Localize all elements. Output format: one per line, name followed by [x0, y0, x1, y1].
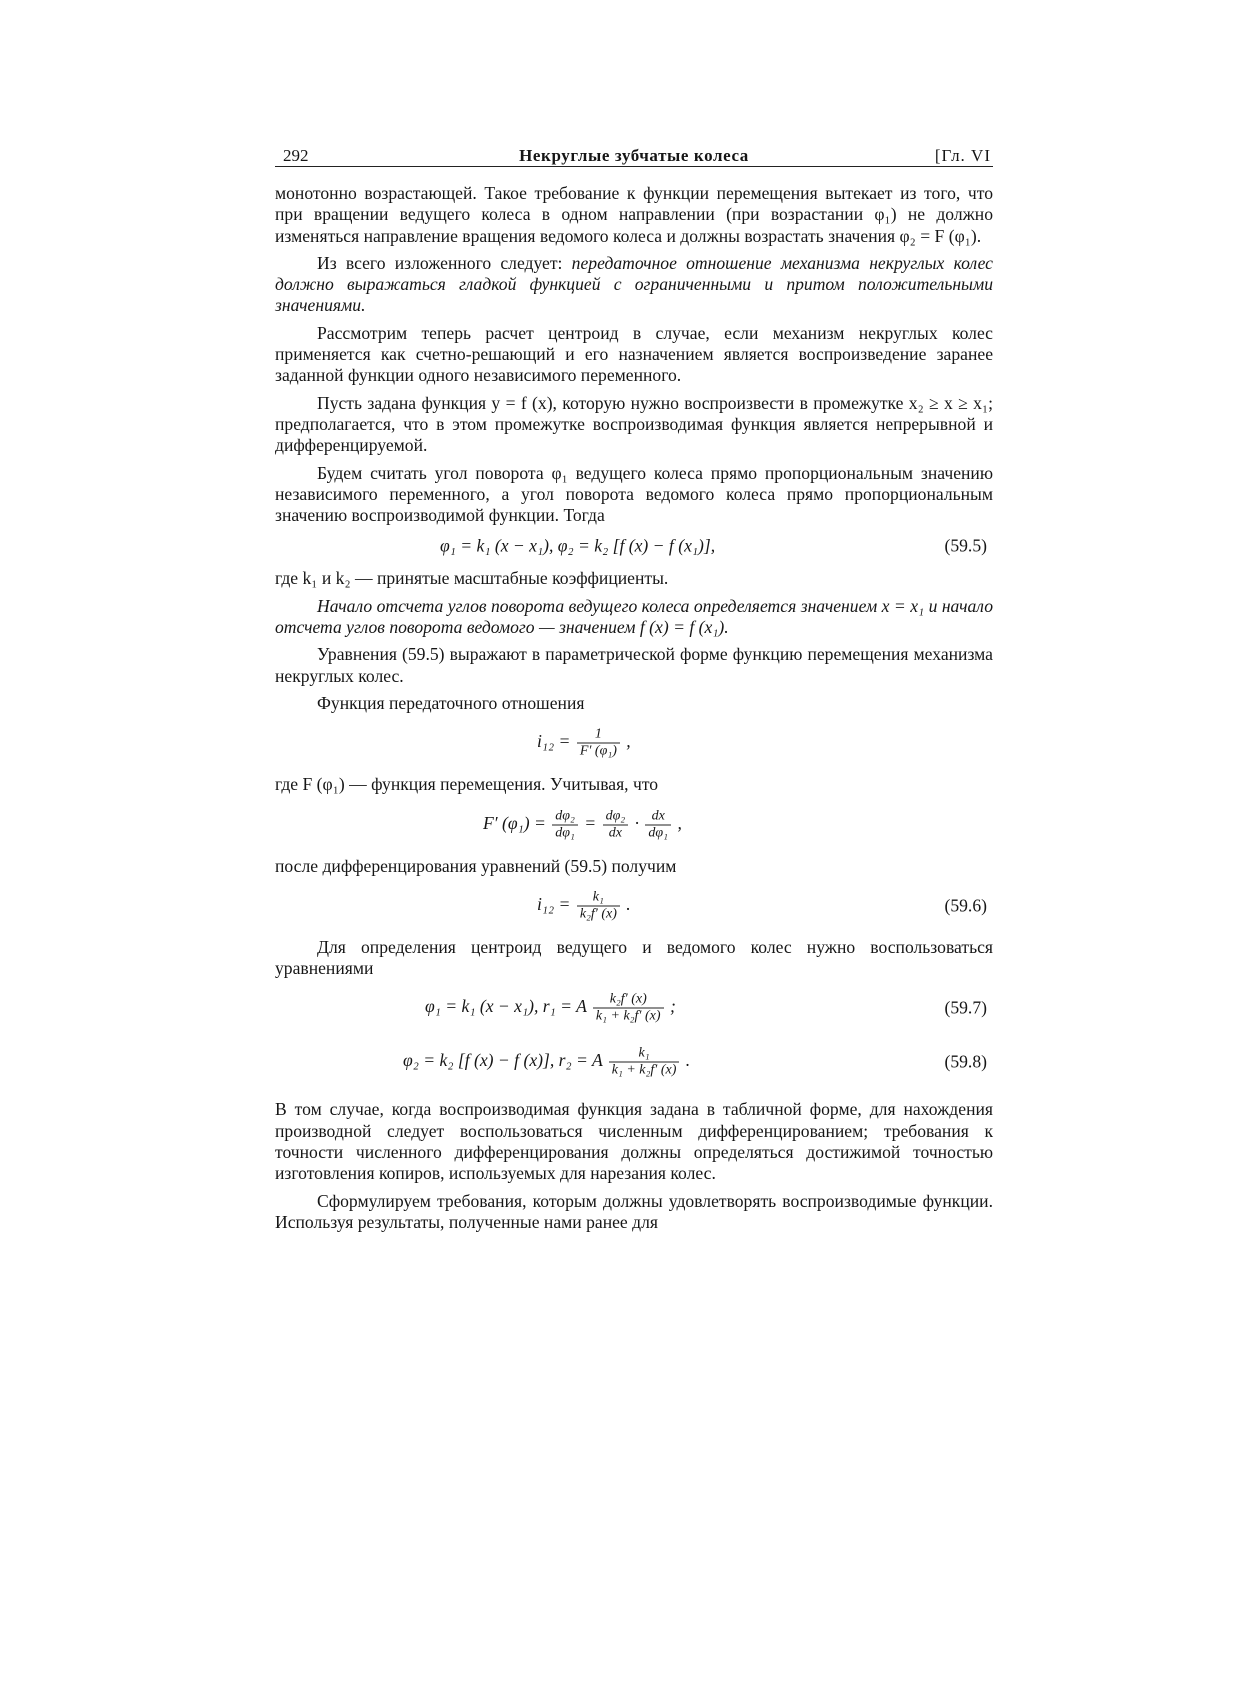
fraction: [609, 1046, 680, 1079]
denominator: k₂f′ (x): [579, 906, 617, 922]
equation-body: [425, 992, 676, 1025]
denominator: dφ₁: [555, 825, 575, 841]
paragraph: Функция передаточного отношения: [317, 692, 585, 713]
equation-number: (59.6): [944, 895, 987, 916]
fraction: [577, 727, 620, 760]
denominator: k₁ + k₂f′ (x): [595, 1008, 661, 1024]
equation-i12: [275, 720, 993, 766]
equation-tail: .: [685, 1050, 691, 1071]
equation-number: (59.5): [944, 535, 987, 556]
italic-statement: передаточное отношение механизма некруглых колес должно выражаться гладкой функцией с ограниченными и притом положительными значениями.: [275, 252, 993, 316]
paragraph: Пусть задана функция y = f (x), которую нужно воспроизвести в промежутке x₂ ≥ x ≥ x₁; предполагается, что в этом промежутке воспроизводимая функция является непрерывной и дифференцируемой.: [275, 392, 993, 456]
fraction: [552, 808, 578, 841]
chapter-label: [Гл. VI: [934, 146, 991, 165]
running-title: Некруглые зубчатые колеса: [519, 146, 749, 165]
denominator: dφ₁: [648, 825, 669, 841]
equation-body: [403, 1046, 690, 1079]
equation-left: i₁₂ =: [537, 731, 571, 752]
running-header: [275, 140, 993, 167]
equation-derivative: [275, 802, 993, 848]
paragraph: Начало отсчета углов поворота ведущего колеса определяется значением x = x₁ и начало отсчета углов поворота ведомого — значением f (x) = f (x₁).: [275, 595, 993, 638]
numerator: k₁: [577, 889, 620, 906]
equation-59-7: [275, 985, 993, 1031]
fraction: [603, 808, 629, 841]
denominator: k₁ + k₂f′ (x): [611, 1062, 677, 1078]
page-body: [275, 183, 993, 1233]
paragraph: Уравнения (59.5) выражают в параметрической форме функцию перемещения механизма некруглых колес.: [275, 644, 993, 686]
paragraph: после дифференцирования уравнений (59.5) получим: [275, 855, 677, 876]
numerator: dx: [645, 808, 671, 825]
numerator: k₂f′ (x): [593, 992, 664, 1009]
paragraph-conclusion: [275, 253, 993, 317]
equation-tail: ,: [677, 812, 682, 833]
equation-body: [537, 727, 631, 760]
paragraph: Рассмотрим теперь расчет центроид в случае, если механизм некруглых колес применяется как счетно-решающий и его назначением является воспроизведение заранее заданной функции одного независимого переменного.: [275, 322, 993, 386]
equals-sign: =: [584, 812, 597, 833]
paragraph: Сформулируем требования, которым должны удовлетворять воспроизводимые функции. Используя результаты, полученные нами ранее для: [275, 1190, 993, 1232]
equation-left: φ₂ = k₂ [f (x) − f (x)], r₂ = A: [403, 1050, 603, 1071]
numerator: 1: [577, 727, 620, 744]
paragraph: где F (φ₁) — функция перемещения. Учитывая, что: [275, 774, 659, 795]
paragraph: где k₁ и k₂ — принятые масштабные коэффициенты.: [275, 568, 669, 589]
book-page: [275, 140, 993, 1239]
paragraph: В том случае, когда воспроизводимая функция задана в табличной форме, для нахождения производной следует воспользоваться численным дифференцированием; требования к точности численного дифференцирования должны определяться достижимой точностью изготовления копиров, используемых для нарезания колес.: [275, 1099, 993, 1184]
equation-number: (59.7): [944, 997, 987, 1018]
paragraph: Будем считать угол поворота φ₁ ведущего колеса прямо пропорциональным значению независимого переменного, а угол поворота ведомого колеса прямо пропорциональным значению воспроизводимой функции. Тогда: [275, 462, 993, 526]
denominator: dx: [608, 825, 622, 841]
equation-tail: ;: [669, 996, 676, 1017]
equation-left: i₁₂ =: [537, 893, 571, 914]
paragraph: Для определения центроид ведущего и ведомого колес нужно воспользоваться уравнениями: [275, 936, 993, 979]
equation-59-5: [275, 532, 993, 560]
dot-operator: ·: [634, 812, 639, 833]
equation-body: φ₁ = k₁ (x − x₁), φ₂ = k₂ [f (x) − f (x₁)],: [440, 535, 716, 556]
paragraph: монотонно возрастающей. Такое требование к функции перемещения вытекает из того, что при вращении ведущего колеса в одном направлении (при возрастании φ₁) не должно изменяться направление вращения ведомого колеса и должны возрастать значения φ₂ = F (φ₁).: [275, 183, 993, 246]
equation-body: [537, 889, 631, 922]
paragraph-lead: Из всего изложенного следует:: [317, 252, 572, 273]
equation-tail: ,: [626, 731, 631, 752]
equation-body: [483, 808, 682, 841]
fraction: [645, 808, 671, 841]
denominator: F′ (φ₁): [579, 743, 617, 759]
equation-number: (59.8): [944, 1051, 987, 1072]
fraction: [577, 889, 620, 922]
fraction: [593, 992, 664, 1025]
numerator: k₁: [609, 1046, 680, 1063]
equation-59-8: [275, 1039, 993, 1085]
equation-tail: .: [626, 893, 631, 914]
numerator: dφ₂: [552, 808, 578, 825]
equation-left: φ₁ = k₁ (x − x₁), r₁ = A: [425, 996, 587, 1017]
numerator: dφ₂: [603, 808, 629, 825]
equation-59-6: [275, 883, 993, 929]
page-number: 292: [283, 146, 309, 165]
equation-left: F′ (φ₁) =: [483, 812, 546, 833]
